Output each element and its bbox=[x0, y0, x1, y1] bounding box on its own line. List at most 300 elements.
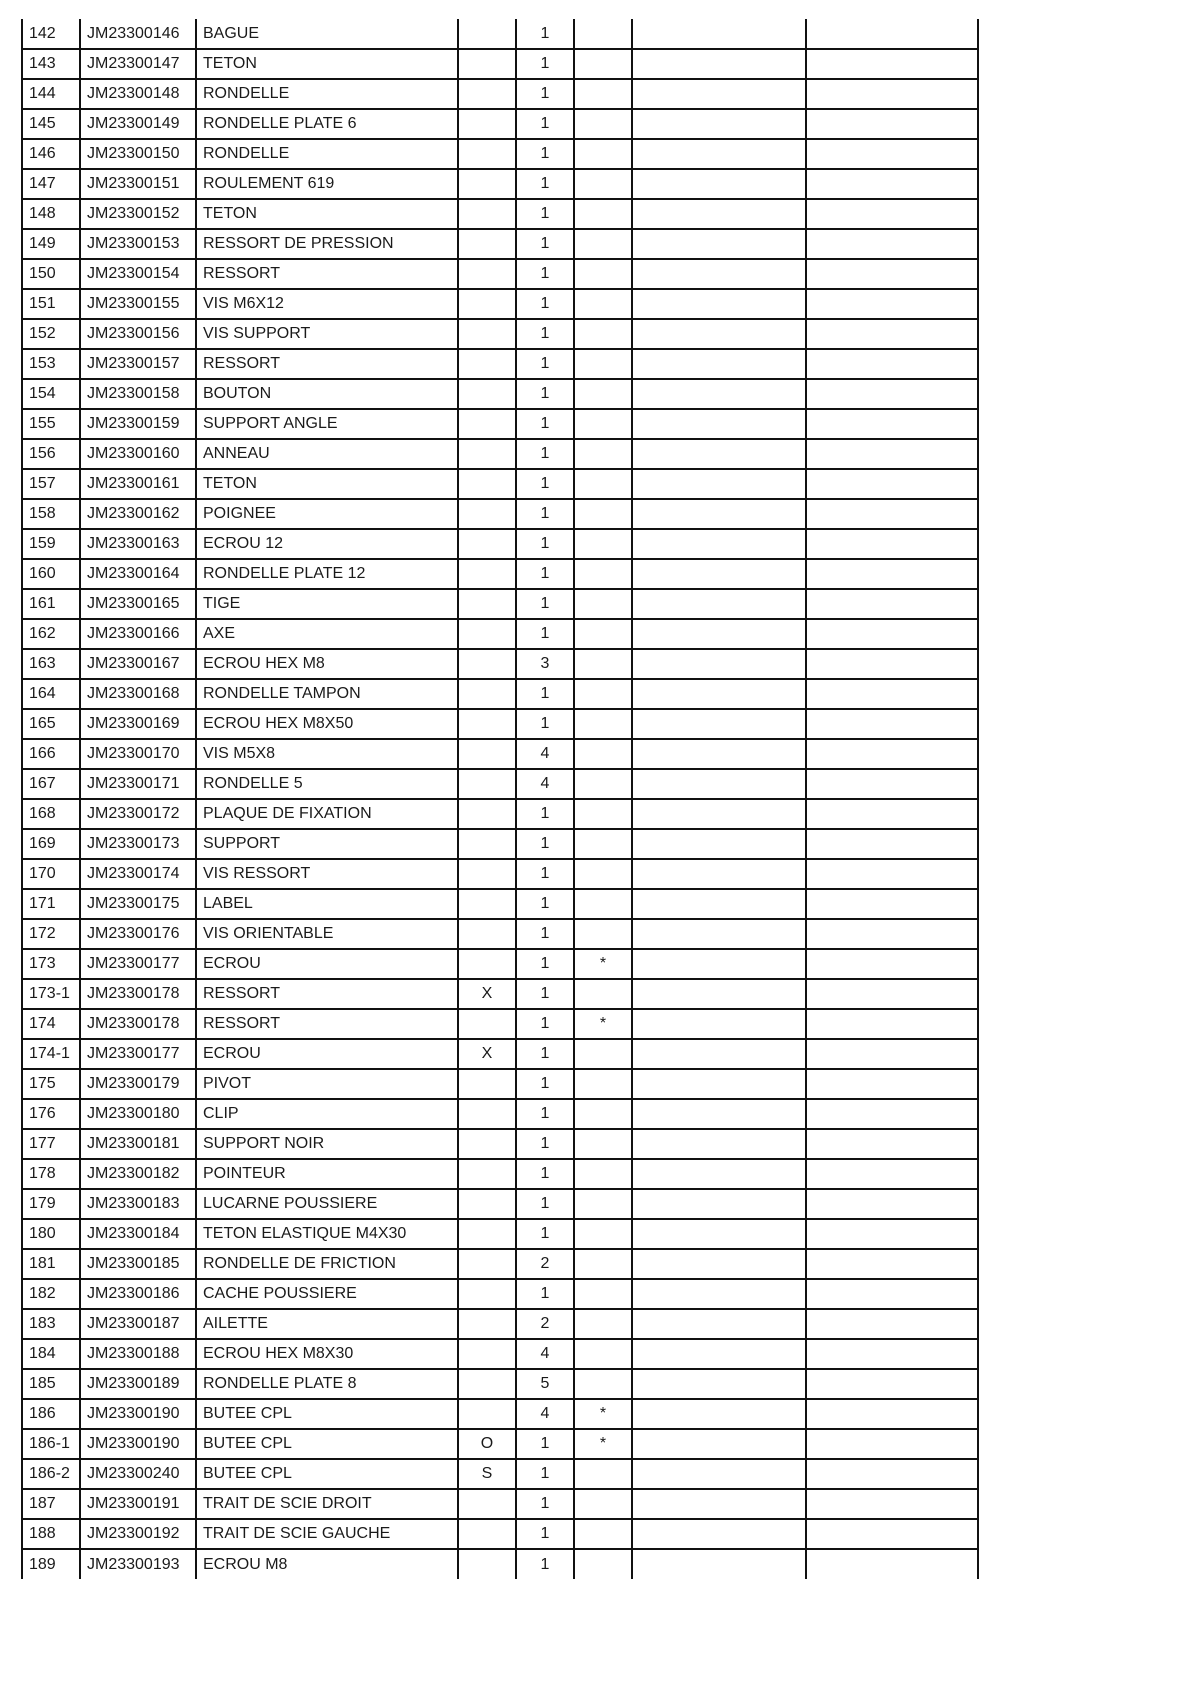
part-quantity-cell: 2 bbox=[516, 1309, 574, 1339]
part-note-cell bbox=[574, 259, 632, 289]
empty-cell bbox=[806, 109, 978, 139]
part-note-cell bbox=[574, 1489, 632, 1519]
table-row bbox=[22, 79, 978, 109]
part-quantity-cell: 1 bbox=[516, 1039, 574, 1069]
part-description-cell: CACHE POUSSIERE bbox=[196, 1279, 458, 1309]
table-row bbox=[22, 1429, 978, 1459]
empty-cell bbox=[632, 1369, 806, 1399]
part-description-cell: TETON bbox=[196, 49, 458, 79]
part-note-cell bbox=[574, 289, 632, 319]
part-number-cell: 170 bbox=[22, 859, 80, 889]
part-note-cell bbox=[574, 829, 632, 859]
part-quantity-cell: 1 bbox=[516, 1129, 574, 1159]
part-variant-cell bbox=[458, 49, 516, 79]
empty-cell bbox=[632, 649, 806, 679]
empty-cell bbox=[806, 49, 978, 79]
part-note-cell bbox=[574, 349, 632, 379]
part-note-cell bbox=[574, 589, 632, 619]
part-note-cell bbox=[574, 1549, 632, 1579]
empty-cell bbox=[806, 19, 978, 49]
part-variant-cell bbox=[458, 619, 516, 649]
part-quantity-cell: 1 bbox=[516, 679, 574, 709]
part-variant-cell bbox=[458, 139, 516, 169]
table-row bbox=[22, 439, 978, 469]
part-note-cell bbox=[574, 229, 632, 259]
part-description-cell: TIGE bbox=[196, 589, 458, 619]
part-description-cell: VIS M5X8 bbox=[196, 739, 458, 769]
table-row bbox=[22, 799, 978, 829]
part-variant-cell bbox=[458, 1549, 516, 1579]
table-row bbox=[22, 1039, 978, 1069]
part-reference-cell: JM23300150 bbox=[80, 139, 196, 169]
part-variant-cell bbox=[458, 379, 516, 409]
part-quantity-cell: 1 bbox=[516, 319, 574, 349]
part-variant-cell bbox=[458, 529, 516, 559]
part-description-cell: ECROU bbox=[196, 949, 458, 979]
part-description-cell: TETON bbox=[196, 199, 458, 229]
part-reference-cell: JM23300176 bbox=[80, 919, 196, 949]
table-row bbox=[22, 559, 978, 589]
part-reference-cell: JM23300159 bbox=[80, 409, 196, 439]
part-reference-cell: JM23300186 bbox=[80, 1279, 196, 1309]
part-quantity-cell: 1 bbox=[516, 139, 574, 169]
table-row bbox=[22, 139, 978, 169]
part-description-cell: ROULEMENT 619 bbox=[196, 169, 458, 199]
table-row bbox=[22, 109, 978, 139]
empty-cell bbox=[632, 469, 806, 499]
empty-cell bbox=[806, 1009, 978, 1039]
empty-cell bbox=[806, 1339, 978, 1369]
part-description-cell: RESSORT bbox=[196, 979, 458, 1009]
part-note-cell bbox=[574, 739, 632, 769]
empty-cell bbox=[806, 319, 978, 349]
part-description-cell: RONDELLE PLATE 12 bbox=[196, 559, 458, 589]
table-row bbox=[22, 499, 978, 529]
part-description-cell: BOUTON bbox=[196, 379, 458, 409]
table-row bbox=[22, 739, 978, 769]
empty-cell bbox=[632, 1099, 806, 1129]
part-description-cell: RESSORT bbox=[196, 259, 458, 289]
empty-cell bbox=[806, 1399, 978, 1429]
part-quantity-cell: 1 bbox=[516, 109, 574, 139]
part-variant-cell: O bbox=[458, 1429, 516, 1459]
part-note-cell bbox=[574, 619, 632, 649]
part-description-cell: RONDELLE bbox=[196, 79, 458, 109]
empty-cell bbox=[806, 289, 978, 319]
part-note-cell bbox=[574, 1189, 632, 1219]
part-number-cell: 186-1 bbox=[22, 1429, 80, 1459]
part-variant-cell bbox=[458, 1309, 516, 1339]
table-row bbox=[22, 229, 978, 259]
part-reference-cell: JM23300178 bbox=[80, 979, 196, 1009]
part-reference-cell: JM23300183 bbox=[80, 1189, 196, 1219]
part-description-cell: RONDELLE TAMPON bbox=[196, 679, 458, 709]
part-reference-cell: JM23300181 bbox=[80, 1129, 196, 1159]
empty-cell bbox=[806, 229, 978, 259]
part-quantity-cell: 1 bbox=[516, 709, 574, 739]
table-row bbox=[22, 1009, 978, 1039]
empty-cell bbox=[806, 1129, 978, 1159]
empty-cell bbox=[806, 859, 978, 889]
part-note-cell bbox=[574, 1159, 632, 1189]
empty-cell bbox=[806, 529, 978, 559]
part-reference-cell: JM23300177 bbox=[80, 1039, 196, 1069]
part-note-cell: * bbox=[574, 1429, 632, 1459]
part-description-cell: RESSORT bbox=[196, 1009, 458, 1039]
part-reference-cell: JM23300160 bbox=[80, 439, 196, 469]
part-quantity-cell: 1 bbox=[516, 19, 574, 49]
empty-cell bbox=[806, 1099, 978, 1129]
empty-cell bbox=[632, 79, 806, 109]
part-quantity-cell: 1 bbox=[516, 529, 574, 559]
part-number-cell: 188 bbox=[22, 1519, 80, 1549]
empty-cell bbox=[806, 1369, 978, 1399]
table-row bbox=[22, 1159, 978, 1189]
part-description-cell: VIS SUPPORT bbox=[196, 319, 458, 349]
empty-cell bbox=[632, 1519, 806, 1549]
table-row bbox=[22, 1309, 978, 1339]
part-reference-cell: JM23300240 bbox=[80, 1459, 196, 1489]
table-row bbox=[22, 589, 978, 619]
part-variant-cell bbox=[458, 1009, 516, 1039]
part-number-cell: 157 bbox=[22, 469, 80, 499]
empty-cell bbox=[806, 679, 978, 709]
part-number-cell: 173 bbox=[22, 949, 80, 979]
empty-cell bbox=[632, 769, 806, 799]
part-description-cell: VIS M6X12 bbox=[196, 289, 458, 319]
parts-list-table bbox=[21, 19, 979, 1579]
empty-cell bbox=[632, 1039, 806, 1069]
table-row bbox=[22, 19, 978, 49]
part-note-cell bbox=[574, 469, 632, 499]
part-variant-cell bbox=[458, 19, 516, 49]
part-number-cell: 171 bbox=[22, 889, 80, 919]
empty-cell bbox=[806, 79, 978, 109]
part-note-cell bbox=[574, 769, 632, 799]
table-row bbox=[22, 199, 978, 229]
empty-cell bbox=[806, 1159, 978, 1189]
part-variant-cell bbox=[458, 829, 516, 859]
part-variant-cell: X bbox=[458, 979, 516, 1009]
empty-cell bbox=[806, 979, 978, 1009]
part-variant-cell bbox=[458, 289, 516, 319]
part-variant-cell bbox=[458, 1489, 516, 1519]
table-row bbox=[22, 1219, 978, 1249]
part-note-cell bbox=[574, 169, 632, 199]
empty-cell bbox=[632, 289, 806, 319]
part-description-cell: AXE bbox=[196, 619, 458, 649]
part-reference-cell: JM23300167 bbox=[80, 649, 196, 679]
table-row bbox=[22, 169, 978, 199]
part-number-cell: 159 bbox=[22, 529, 80, 559]
part-reference-cell: JM23300170 bbox=[80, 739, 196, 769]
part-note-cell bbox=[574, 409, 632, 439]
part-reference-cell: JM23300188 bbox=[80, 1339, 196, 1369]
empty-cell bbox=[632, 799, 806, 829]
part-note-cell bbox=[574, 499, 632, 529]
part-note-cell bbox=[574, 1279, 632, 1309]
part-number-cell: 155 bbox=[22, 409, 80, 439]
parts-list-body bbox=[22, 19, 978, 1579]
part-reference-cell: JM23300182 bbox=[80, 1159, 196, 1189]
part-reference-cell: JM23300187 bbox=[80, 1309, 196, 1339]
part-quantity-cell: 1 bbox=[516, 559, 574, 589]
empty-cell bbox=[806, 1279, 978, 1309]
empty-cell bbox=[632, 739, 806, 769]
part-variant-cell bbox=[458, 1339, 516, 1369]
part-variant-cell bbox=[458, 1249, 516, 1279]
table-row bbox=[22, 469, 978, 499]
part-reference-cell: JM23300175 bbox=[80, 889, 196, 919]
part-variant-cell bbox=[458, 589, 516, 619]
part-description-cell: POIGNEE bbox=[196, 499, 458, 529]
part-description-cell: BAGUE bbox=[196, 19, 458, 49]
part-quantity-cell: 1 bbox=[516, 439, 574, 469]
table-row bbox=[22, 1339, 978, 1369]
part-note-cell bbox=[574, 319, 632, 349]
part-reference-cell: JM23300190 bbox=[80, 1399, 196, 1429]
part-description-cell: LABEL bbox=[196, 889, 458, 919]
part-quantity-cell: 1 bbox=[516, 919, 574, 949]
part-reference-cell: JM23300154 bbox=[80, 259, 196, 289]
part-quantity-cell: 1 bbox=[516, 1429, 574, 1459]
part-description-cell: VIS RESSORT bbox=[196, 859, 458, 889]
part-note-cell bbox=[574, 679, 632, 709]
part-reference-cell: JM23300192 bbox=[80, 1519, 196, 1549]
empty-cell bbox=[806, 709, 978, 739]
part-number-cell: 187 bbox=[22, 1489, 80, 1519]
part-variant-cell bbox=[458, 919, 516, 949]
table-row bbox=[22, 1099, 978, 1129]
part-number-cell: 150 bbox=[22, 259, 80, 289]
table-row bbox=[22, 289, 978, 319]
part-quantity-cell: 3 bbox=[516, 649, 574, 679]
empty-cell bbox=[806, 469, 978, 499]
part-note-cell bbox=[574, 19, 632, 49]
part-note-cell bbox=[574, 79, 632, 109]
table-row bbox=[22, 619, 978, 649]
empty-cell bbox=[632, 1069, 806, 1099]
table-row bbox=[22, 679, 978, 709]
table-row bbox=[22, 259, 978, 289]
empty-cell bbox=[632, 949, 806, 979]
part-description-cell: BUTEE CPL bbox=[196, 1429, 458, 1459]
part-variant-cell bbox=[458, 199, 516, 229]
part-reference-cell: JM23300163 bbox=[80, 529, 196, 559]
part-number-cell: 162 bbox=[22, 619, 80, 649]
part-variant-cell bbox=[458, 439, 516, 469]
part-quantity-cell: 1 bbox=[516, 1069, 574, 1099]
empty-cell bbox=[632, 319, 806, 349]
part-description-cell: TRAIT DE SCIE DROIT bbox=[196, 1489, 458, 1519]
part-description-cell: ECROU HEX M8X50 bbox=[196, 709, 458, 739]
part-variant-cell bbox=[458, 559, 516, 589]
part-number-cell: 145 bbox=[22, 109, 80, 139]
table-row bbox=[22, 829, 978, 859]
empty-cell bbox=[632, 859, 806, 889]
part-variant-cell bbox=[458, 1369, 516, 1399]
part-note-cell bbox=[574, 559, 632, 589]
part-note-cell bbox=[574, 799, 632, 829]
part-reference-cell: JM23300164 bbox=[80, 559, 196, 589]
part-note-cell bbox=[574, 439, 632, 469]
part-note-cell bbox=[574, 379, 632, 409]
part-number-cell: 144 bbox=[22, 79, 80, 109]
table-row bbox=[22, 979, 978, 1009]
part-variant-cell bbox=[458, 859, 516, 889]
empty-cell bbox=[632, 829, 806, 859]
part-note-cell bbox=[574, 1219, 632, 1249]
part-description-cell: ECROU M8 bbox=[196, 1549, 458, 1579]
part-quantity-cell: 1 bbox=[516, 1189, 574, 1219]
empty-cell bbox=[632, 1309, 806, 1339]
empty-cell bbox=[806, 619, 978, 649]
part-description-cell: TETON ELASTIQUE M4X30 bbox=[196, 1219, 458, 1249]
table-row bbox=[22, 889, 978, 919]
part-number-cell: 156 bbox=[22, 439, 80, 469]
part-description-cell: TRAIT DE SCIE GAUCHE bbox=[196, 1519, 458, 1549]
part-reference-cell: JM23300178 bbox=[80, 1009, 196, 1039]
part-quantity-cell: 4 bbox=[516, 739, 574, 769]
table-row bbox=[22, 409, 978, 439]
part-variant-cell bbox=[458, 349, 516, 379]
part-number-cell: 154 bbox=[22, 379, 80, 409]
part-reference-cell: JM23300153 bbox=[80, 229, 196, 259]
part-reference-cell: JM23300173 bbox=[80, 829, 196, 859]
part-quantity-cell: 4 bbox=[516, 1339, 574, 1369]
part-description-cell: PIVOT bbox=[196, 1069, 458, 1099]
part-quantity-cell: 1 bbox=[516, 889, 574, 919]
table-row bbox=[22, 1069, 978, 1099]
empty-cell bbox=[632, 1129, 806, 1159]
part-variant-cell bbox=[458, 679, 516, 709]
part-reference-cell: JM23300169 bbox=[80, 709, 196, 739]
part-variant-cell bbox=[458, 79, 516, 109]
part-quantity-cell: 1 bbox=[516, 409, 574, 439]
part-variant-cell bbox=[458, 1129, 516, 1159]
part-number-cell: 183 bbox=[22, 1309, 80, 1339]
part-number-cell: 174-1 bbox=[22, 1039, 80, 1069]
empty-cell bbox=[632, 1249, 806, 1279]
part-reference-cell: JM23300147 bbox=[80, 49, 196, 79]
empty-cell bbox=[632, 1009, 806, 1039]
part-note-cell bbox=[574, 109, 632, 139]
empty-cell bbox=[632, 919, 806, 949]
part-number-cell: 181 bbox=[22, 1249, 80, 1279]
part-reference-cell: JM23300158 bbox=[80, 379, 196, 409]
part-number-cell: 167 bbox=[22, 769, 80, 799]
empty-cell bbox=[632, 709, 806, 739]
part-description-cell: POINTEUR bbox=[196, 1159, 458, 1189]
part-note-cell bbox=[574, 919, 632, 949]
part-reference-cell: JM23300166 bbox=[80, 619, 196, 649]
part-quantity-cell: 1 bbox=[516, 1009, 574, 1039]
empty-cell bbox=[806, 409, 978, 439]
part-note-cell bbox=[574, 1129, 632, 1159]
part-reference-cell: JM23300174 bbox=[80, 859, 196, 889]
part-number-cell: 148 bbox=[22, 199, 80, 229]
part-number-cell: 164 bbox=[22, 679, 80, 709]
empty-cell bbox=[632, 1159, 806, 1189]
part-variant-cell bbox=[458, 319, 516, 349]
table-row bbox=[22, 649, 978, 679]
table-row bbox=[22, 769, 978, 799]
part-description-cell: RONDELLE PLATE 6 bbox=[196, 109, 458, 139]
part-description-cell: ECROU 12 bbox=[196, 529, 458, 559]
part-quantity-cell: 4 bbox=[516, 1399, 574, 1429]
part-variant-cell bbox=[458, 649, 516, 679]
empty-cell bbox=[806, 1429, 978, 1459]
part-variant-cell bbox=[458, 1519, 516, 1549]
empty-cell bbox=[632, 589, 806, 619]
part-reference-cell: JM23300185 bbox=[80, 1249, 196, 1279]
empty-cell bbox=[806, 439, 978, 469]
table-row bbox=[22, 1489, 978, 1519]
empty-cell bbox=[632, 1189, 806, 1219]
empty-cell bbox=[632, 439, 806, 469]
table-row bbox=[22, 349, 978, 379]
table-row bbox=[22, 1549, 978, 1579]
empty-cell bbox=[806, 649, 978, 679]
part-reference-cell: JM23300168 bbox=[80, 679, 196, 709]
part-variant-cell bbox=[458, 169, 516, 199]
empty-cell bbox=[806, 1309, 978, 1339]
empty-cell bbox=[806, 499, 978, 529]
part-variant-cell bbox=[458, 109, 516, 139]
part-description-cell: ECROU HEX M8 bbox=[196, 649, 458, 679]
empty-cell bbox=[806, 1459, 978, 1489]
part-quantity-cell: 1 bbox=[516, 1279, 574, 1309]
part-variant-cell bbox=[458, 1069, 516, 1099]
part-description-cell: SUPPORT bbox=[196, 829, 458, 859]
part-note-cell bbox=[574, 1039, 632, 1069]
part-note-cell bbox=[574, 889, 632, 919]
table-row bbox=[22, 1369, 978, 1399]
empty-cell bbox=[632, 1459, 806, 1489]
empty-cell bbox=[632, 619, 806, 649]
empty-cell bbox=[632, 1399, 806, 1429]
part-note-cell bbox=[574, 709, 632, 739]
part-quantity-cell: 1 bbox=[516, 799, 574, 829]
empty-cell bbox=[806, 1219, 978, 1249]
part-note-cell bbox=[574, 49, 632, 79]
part-note-cell bbox=[574, 199, 632, 229]
empty-cell bbox=[806, 769, 978, 799]
part-quantity-cell: 1 bbox=[516, 859, 574, 889]
part-number-cell: 184 bbox=[22, 1339, 80, 1369]
empty-cell bbox=[632, 889, 806, 919]
part-note-cell bbox=[574, 1249, 632, 1279]
part-quantity-cell: 1 bbox=[516, 349, 574, 379]
part-description-cell: TETON bbox=[196, 469, 458, 499]
part-reference-cell: JM23300180 bbox=[80, 1099, 196, 1129]
part-note-cell bbox=[574, 1309, 632, 1339]
part-number-cell: 178 bbox=[22, 1159, 80, 1189]
empty-cell bbox=[806, 199, 978, 229]
empty-cell bbox=[806, 589, 978, 619]
part-note-cell: * bbox=[574, 1009, 632, 1039]
part-variant-cell bbox=[458, 1099, 516, 1129]
part-number-cell: 175 bbox=[22, 1069, 80, 1099]
table-row bbox=[22, 709, 978, 739]
part-reference-cell: JM23300193 bbox=[80, 1549, 196, 1579]
part-description-cell: RONDELLE 5 bbox=[196, 769, 458, 799]
empty-cell bbox=[806, 739, 978, 769]
part-number-cell: 151 bbox=[22, 289, 80, 319]
empty-cell bbox=[632, 979, 806, 1009]
part-quantity-cell: 1 bbox=[516, 49, 574, 79]
part-number-cell: 174 bbox=[22, 1009, 80, 1039]
